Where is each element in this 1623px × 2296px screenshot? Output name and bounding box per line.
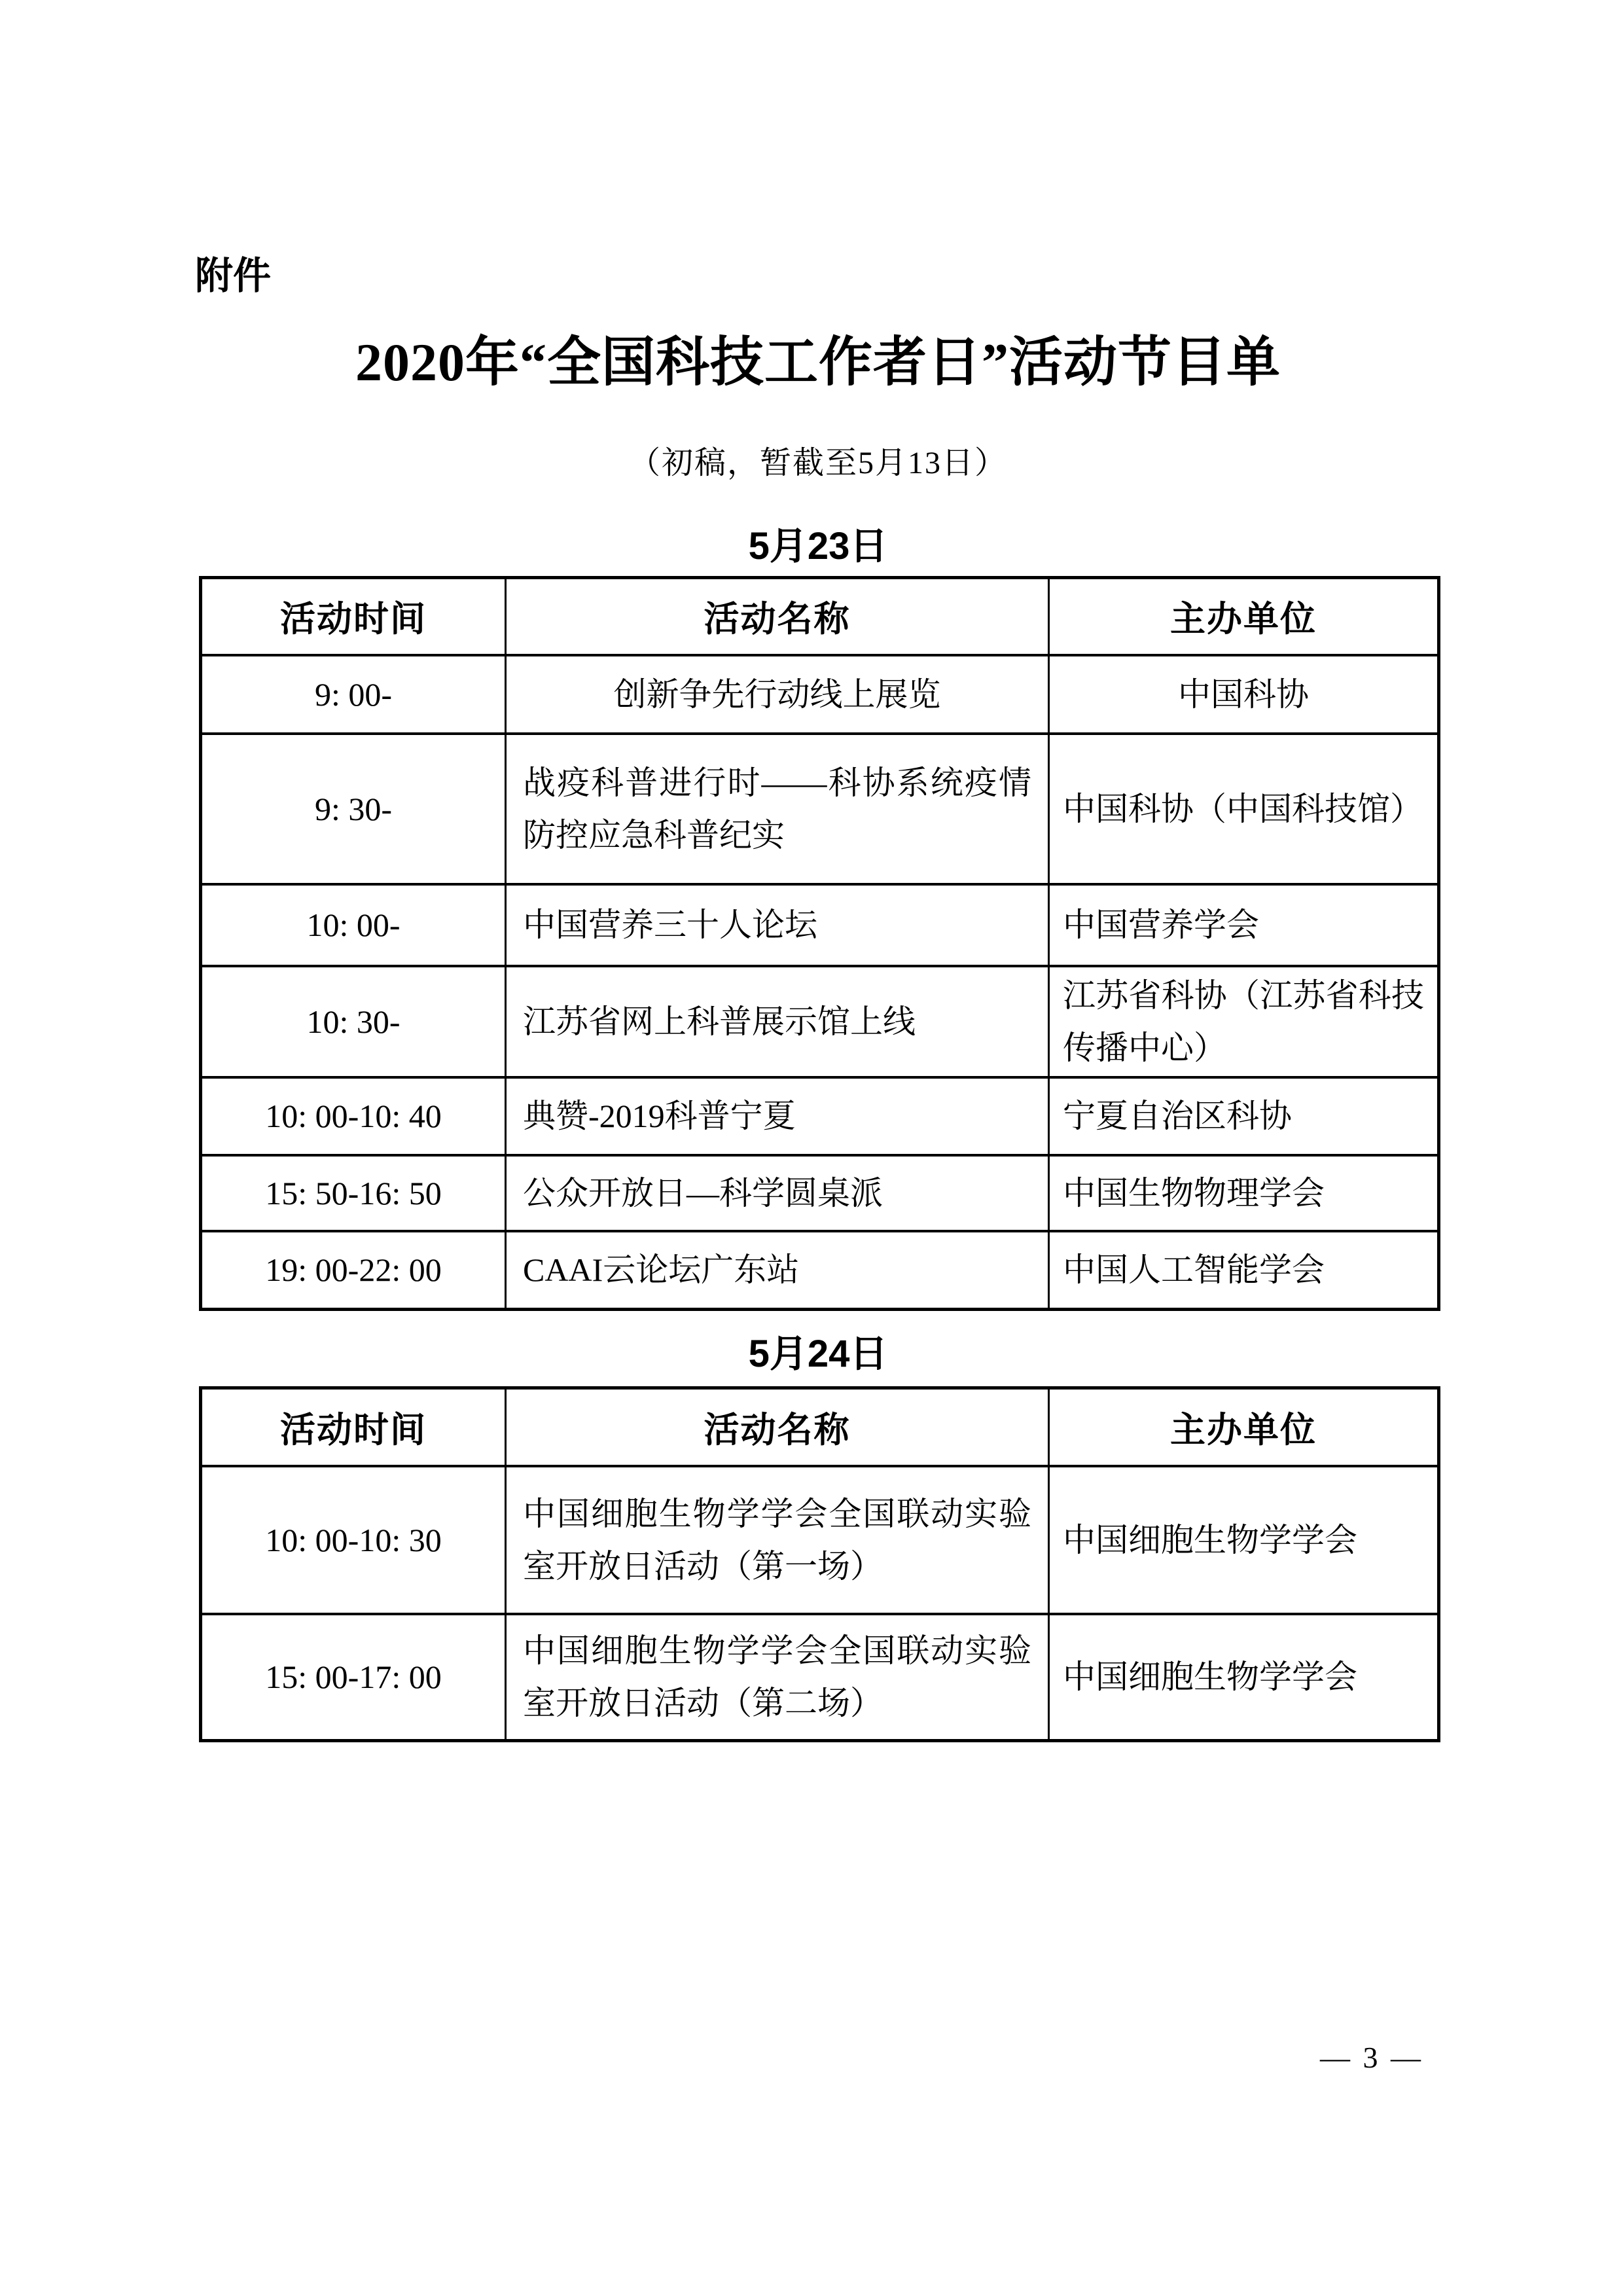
cell-time: 10: 00-10: 40 bbox=[201, 1077, 506, 1155]
cell-activity-name: 战疫科普进行时——科协系统疫情防控应急科普纪实 bbox=[506, 734, 1049, 884]
document-title: 2020年“全国科技工作者日”活动节目单 bbox=[355, 332, 1281, 392]
table-row bbox=[201, 1155, 1439, 1231]
cell-time: 9: 00- bbox=[201, 655, 506, 734]
table-row bbox=[201, 655, 1439, 734]
table-row bbox=[201, 734, 1439, 884]
cell-time: 10: 00-10: 30 bbox=[201, 1466, 506, 1614]
cell-activity-name: 典赞-2019科普宁夏 bbox=[506, 1077, 1049, 1155]
cell-activity-name: 江苏省网上科普展示馆上线 bbox=[506, 966, 1049, 1077]
table-row bbox=[201, 1614, 1439, 1741]
cell-organizer: 中国营养学会 bbox=[1049, 884, 1439, 966]
cell-organizer: 江苏省科协（江苏省科技传播中心） bbox=[1049, 966, 1439, 1077]
cell-activity-name: 中国营养三十人论坛 bbox=[506, 884, 1049, 966]
table-row bbox=[201, 1231, 1439, 1310]
cell-organizer: 中国科协（中国科技馆） bbox=[1049, 734, 1439, 884]
cell-time: 10: 30- bbox=[201, 966, 506, 1077]
cell-time: 19: 00-22: 00 bbox=[201, 1231, 506, 1310]
column-header-organizer: 主办单位 bbox=[1049, 578, 1439, 655]
table-row bbox=[201, 1077, 1439, 1155]
schedule-table-may23 bbox=[199, 576, 1440, 1311]
document-subtitle: （初稿，暂截至5月13日） bbox=[628, 446, 1007, 480]
cell-organizer: 中国科协 bbox=[1049, 655, 1439, 734]
header-row bbox=[201, 578, 1439, 655]
cell-organizer: 宁夏自治区科协 bbox=[1049, 1077, 1439, 1155]
table-row bbox=[201, 884, 1439, 966]
cell-organizer: 中国生物物理学会 bbox=[1049, 1155, 1439, 1231]
cell-organizer: 中国细胞生物学学会 bbox=[1049, 1466, 1439, 1614]
column-header-name: 活动名称 bbox=[506, 578, 1049, 655]
cell-time: 9: 30- bbox=[201, 734, 506, 884]
cell-time: 15: 50-16: 50 bbox=[201, 1155, 506, 1231]
attachment-label: 附件 bbox=[195, 255, 272, 297]
column-header-time: 活动时间 bbox=[201, 578, 506, 655]
cell-time: 10: 00- bbox=[201, 884, 506, 966]
date-heading-may23: 5月23日 bbox=[748, 525, 888, 567]
cell-activity-name: 中国细胞生物学学会全国联动实验室开放日活动（第一场） bbox=[506, 1466, 1049, 1614]
cell-organizer: 中国人工智能学会 bbox=[1049, 1231, 1439, 1310]
table-row bbox=[201, 966, 1439, 1077]
cell-activity-name: 中国细胞生物学学会全国联动实验室开放日活动（第二场） bbox=[506, 1614, 1049, 1741]
cell-organizer: 中国细胞生物学学会 bbox=[1049, 1614, 1439, 1741]
cell-activity-name: CAAI云论坛广东站 bbox=[506, 1231, 1049, 1310]
page-number: — 3 — bbox=[1320, 2041, 1423, 2074]
cell-activity-name: 创新争先行动线上展览 bbox=[506, 655, 1049, 734]
column-header-time: 活动时间 bbox=[201, 1388, 506, 1466]
header-row bbox=[201, 1388, 1439, 1466]
table-row bbox=[201, 1466, 1439, 1614]
schedule-table-may24 bbox=[199, 1386, 1440, 1742]
cell-time: 15: 00-17: 00 bbox=[201, 1614, 506, 1741]
cell-activity-name: 公众开放日—科学圆桌派 bbox=[506, 1155, 1049, 1231]
column-header-organizer: 主办单位 bbox=[1049, 1388, 1439, 1466]
column-header-name: 活动名称 bbox=[506, 1388, 1049, 1466]
date-heading-may24: 5月24日 bbox=[748, 1333, 888, 1375]
